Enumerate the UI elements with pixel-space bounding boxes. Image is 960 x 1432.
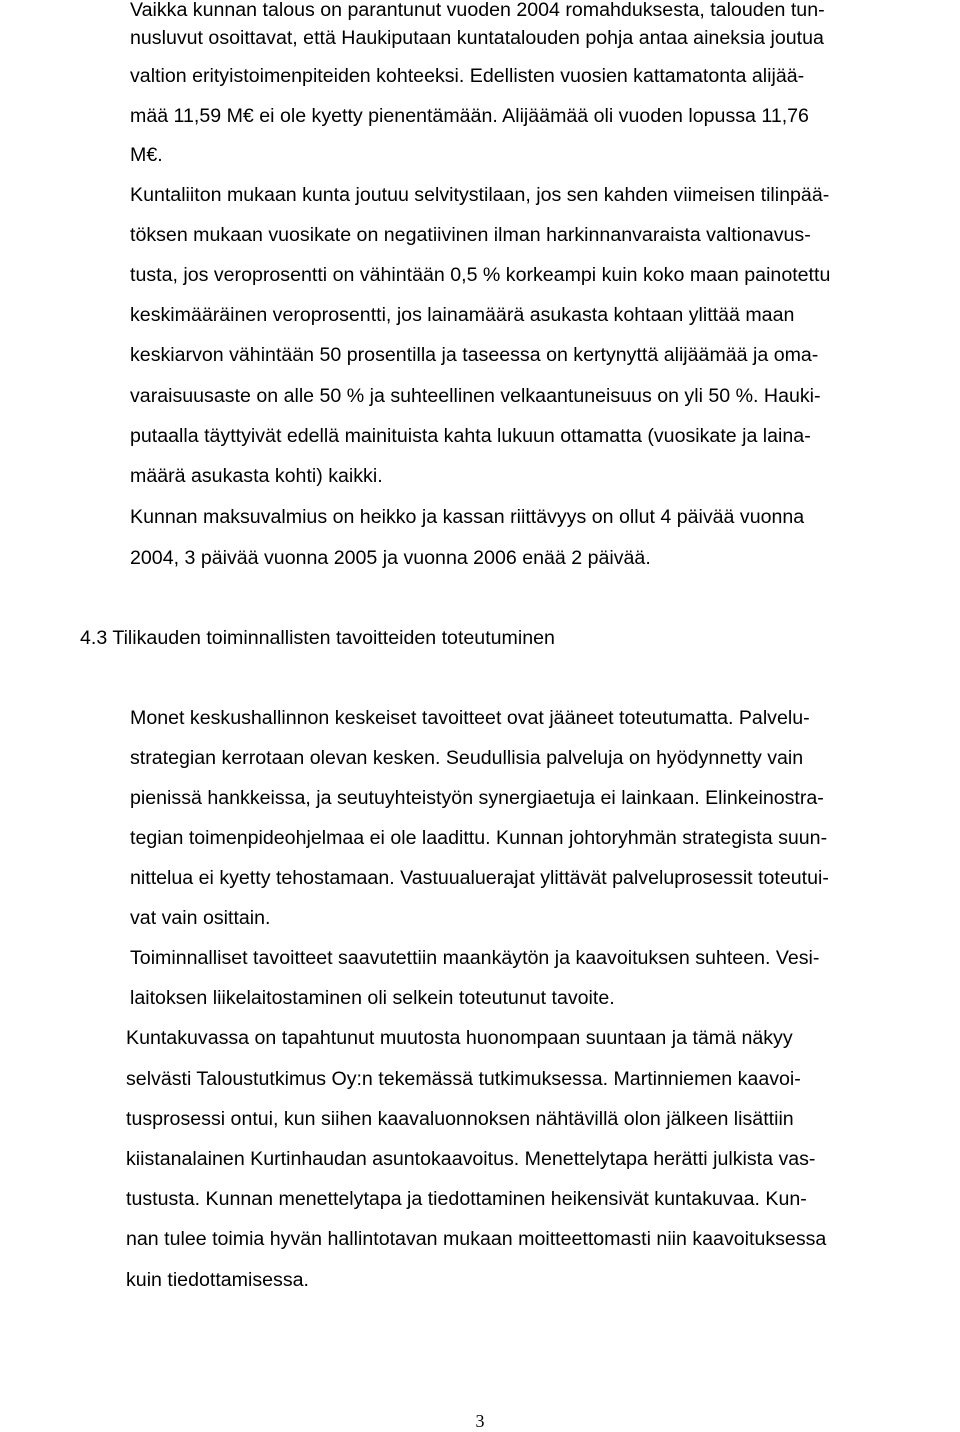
text-line: Kuntakuvassa on tapahtunut muutosta huonompaan suuntaan ja tämä näkyy xyxy=(126,1027,793,1049)
text-line: Kunnan maksuvalmius on heikko ja kassan riittävyys on ollut 4 päivää vuonna xyxy=(130,506,805,528)
text-line: kiistanalainen Kurtinhaudan asuntokaavoitus. Menettelytapa herätti julkista vas- xyxy=(126,1148,816,1170)
text-line: 2004, 3 päivää vuonna 2005 ja vuonna 2006 enää 2 päivää. xyxy=(130,547,651,569)
text-line: pienissä hankkeissa, ja seutuyhteistyön synergiaetuja ei lainkaan. Elinkeinostra- xyxy=(130,787,824,809)
text-line: keskimääräinen veroprosentti, jos lainamäärä asukasta kohtaan ylittää maan xyxy=(130,304,795,326)
text-line: nusluvut osoittavat, että Haukiputaan kuntatalouden pohja antaa aineksia joutua xyxy=(130,27,824,49)
text-line: nittelua ei kyetty tehostamaan. Vastuualuerajat ylittävät palveluprosessit toteutui- xyxy=(130,867,829,889)
text-line: kuin tiedottamisessa. xyxy=(126,1269,309,1291)
text-line: mää 11,59 M€ ei ole kyetty pienentämään. Alijäämää oli vuoden lopussa 11,76 xyxy=(130,105,809,127)
text-line: strategian kerrotaan olevan kesken. Seudullisia palveluja on hyödynnetty vain xyxy=(130,747,804,769)
text-line: varaisuusaste on alle 50 % ja suhteellinen velkaantuneisuus on yli 50 %. Hauki- xyxy=(130,385,821,407)
text-line: Toiminnalliset tavoitteet saavutettiin maankäytön ja kaavoituksen suhteen. Vesi- xyxy=(130,947,820,969)
text-line: tusta, jos veroprosentti on vähintään 0,5 % korkeampi kuin koko maan painotettu xyxy=(130,264,831,286)
text-line: Vaikka kunnan talous on parantunut vuoden 2004 romahduksesta, talouden tun- xyxy=(130,0,825,21)
text-line: keskiarvon vähintään 50 prosentilla ja taseessa on kertynyttä alijäämää ja oma- xyxy=(130,344,819,366)
text-line: Kuntaliiton mukaan kunta joutuu selvitystilaan, jos sen kahden viimeisen tilinpää- xyxy=(130,184,830,206)
section-heading: 4.3 Tilikauden toiminnallisten tavoitteiden toteutuminen xyxy=(80,627,555,649)
text-line: tustusta. Kunnan menettelytapa ja tiedottaminen heikensivät kuntakuvaa. Kun- xyxy=(126,1188,807,1210)
text-line: määrä asukasta kohti) kaikki. xyxy=(130,465,383,487)
text-line: Monet keskushallinnon keskeiset tavoitteet ovat jääneet toteutumatta. Palvelu- xyxy=(130,707,810,729)
text-line: laitoksen liikelaitostaminen oli selkein toteutunut tavoite. xyxy=(130,987,615,1009)
text-line: vat vain osittain. xyxy=(130,907,271,929)
text-line: tusprosessi ontui, kun siihen kaavaluonnoksen nähtävillä olon jälkeen lisättiin xyxy=(126,1108,794,1130)
text-line: M€. xyxy=(130,144,163,166)
page-number: 3 xyxy=(475,1411,485,1431)
text-line: putaalla täyttyivät edellä mainituista kahta lukuun ottamatta (vuosikate ja laina- xyxy=(130,425,811,447)
text-line: nan tulee toimia hyvän hallintotavan mukaan moitteettomasti niin kaavoituksessa xyxy=(126,1228,827,1250)
text-line: tegian toimenpideohjelmaa ei ole laadittu. Kunnan johtoryhmän strategista suun- xyxy=(130,827,828,849)
text-line: selvästi Taloustutkimus Oy:n tekemässä tutkimuksessa. Martinniemen kaavoi- xyxy=(126,1068,801,1090)
text-line: töksen mukaan vuosikate on negatiivinen ilman harkinnanvaraista valtionavus- xyxy=(130,224,811,246)
text-line: valtion erityistoimenpiteiden kohteeksi. Edellisten vuosien kattamatonta alijää- xyxy=(130,65,805,87)
